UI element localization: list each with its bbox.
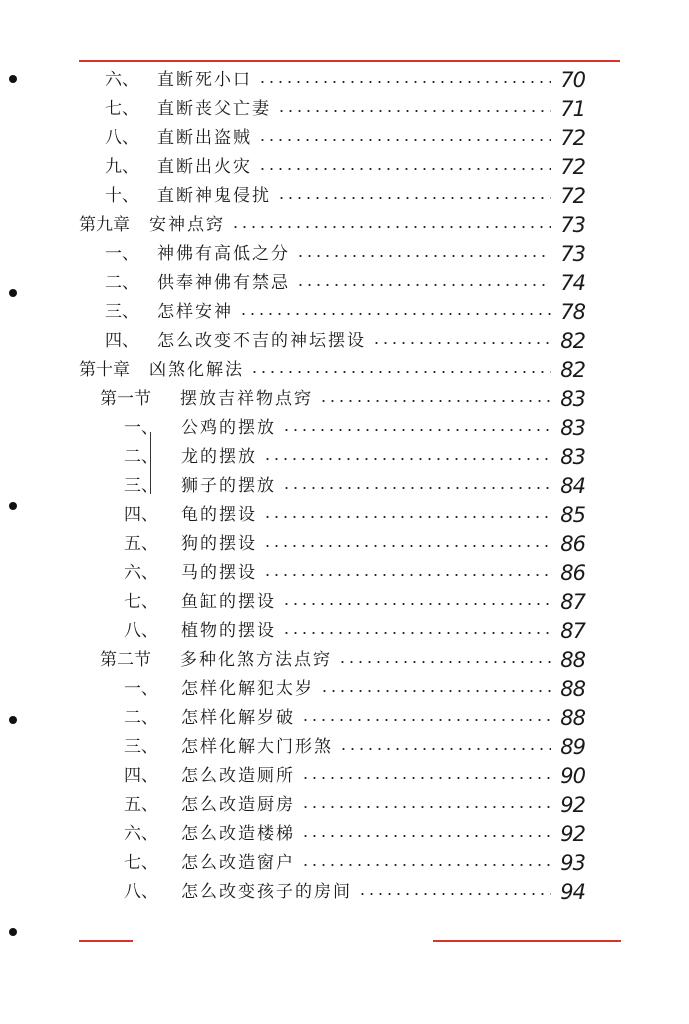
- toc-entry[interactable]: [124, 792, 585, 818]
- dot-leader: [263, 458, 551, 460]
- dot-leader: [263, 545, 551, 547]
- toc-number: 二、: [105, 273, 139, 293]
- toc-number: 三、: [124, 476, 158, 496]
- toc-entry[interactable]: [124, 531, 585, 557]
- toc-title: 狗的摆设: [181, 534, 257, 554]
- punch-hole: [9, 75, 17, 83]
- toc-number: 第一节: [100, 389, 151, 409]
- toc-number: 四、: [105, 331, 139, 351]
- toc-number: 六、: [105, 70, 139, 90]
- toc-entry[interactable]: [124, 705, 585, 731]
- toc-entry[interactable]: [105, 154, 585, 180]
- toc-page-number: 94: [560, 880, 585, 904]
- toc-number: 七、: [124, 592, 158, 612]
- toc-entry[interactable]: [124, 560, 585, 586]
- toc-page-number: 73: [560, 242, 585, 266]
- dot-leader: [277, 110, 551, 112]
- toc-title: 鱼缸的摆设: [181, 592, 276, 612]
- toc-entry[interactable]: [124, 589, 585, 615]
- toc-entry[interactable]: [105, 241, 585, 267]
- toc-entry[interactable]: [124, 850, 585, 876]
- toc-title: 龙的摆放: [181, 447, 257, 467]
- toc-page-number: 82: [560, 329, 585, 353]
- dot-leader: [258, 139, 551, 141]
- toc-title: 怎样安神: [157, 302, 233, 322]
- punch-hole: [9, 502, 17, 510]
- toc-page-number: 92: [560, 822, 585, 846]
- toc-title: 安神点窍: [149, 215, 225, 235]
- toc-number: 七、: [124, 853, 158, 873]
- toc-title: 摆放吉祥物点窍: [180, 389, 313, 409]
- toc-title: 龟的摆设: [181, 505, 257, 525]
- dot-leader: [320, 690, 551, 692]
- toc-page-number: 74: [560, 271, 585, 295]
- toc-number: 四、: [124, 505, 158, 525]
- dot-leader: [358, 893, 551, 895]
- toc-number: 一、: [124, 418, 158, 438]
- toc-title: 马的摆设: [181, 563, 257, 583]
- toc-title: 怎么改造窗户: [181, 853, 295, 873]
- toc-page-number: 72: [560, 155, 585, 179]
- dot-leader: [263, 516, 551, 518]
- toc-title: 怎么改造厕所: [181, 766, 295, 786]
- toc-number: 十、: [105, 186, 139, 206]
- toc-number: 五、: [124, 795, 158, 815]
- toc-title: 植物的摆设: [181, 621, 276, 641]
- toc-number: 第二节: [100, 650, 151, 670]
- toc-page-number: 90: [560, 764, 585, 788]
- toc-title: 多种化煞方法点窍: [180, 650, 332, 670]
- toc-entry[interactable]: [105, 270, 585, 296]
- dot-leader: [301, 835, 551, 837]
- toc-title: 直断死小口: [157, 70, 252, 90]
- dot-leader: [319, 400, 551, 402]
- dot-leader: [282, 487, 551, 489]
- toc-number: 二、: [124, 447, 158, 467]
- toc-page-number: 93: [560, 851, 585, 875]
- toc-number: 八、: [124, 621, 158, 641]
- dot-leader: [263, 574, 551, 576]
- toc-title: 怎么改造楼梯: [181, 824, 295, 844]
- toc-entry[interactable]: [105, 67, 585, 93]
- toc-number: 第十章: [79, 360, 130, 380]
- toc-section[interactable]: [100, 386, 585, 412]
- toc-title: 怎么改变孩子的房间: [181, 882, 352, 902]
- toc-entry[interactable]: [124, 676, 585, 702]
- toc-title: 怎样化解大门形煞: [181, 737, 333, 757]
- toc-entry[interactable]: [105, 328, 585, 354]
- toc-title: 怎样化解岁破: [181, 708, 295, 728]
- toc-number: 二、: [124, 708, 158, 728]
- dot-leader: [250, 371, 551, 373]
- toc-entry[interactable]: [124, 763, 585, 789]
- toc-entry[interactable]: [105, 299, 585, 325]
- toc-chapter[interactable]: [79, 212, 585, 238]
- dot-leader: [301, 864, 551, 866]
- toc-page-number: 92: [560, 793, 585, 817]
- toc-entry[interactable]: [124, 821, 585, 847]
- toc-title: 直断神鬼侵扰: [157, 186, 271, 206]
- dot-leader: [231, 226, 551, 228]
- toc-page-number: 88: [560, 706, 585, 730]
- toc-title: 凶煞化解法: [149, 360, 244, 380]
- toc-title: 狮子的摆放: [181, 476, 276, 496]
- toc-page-number: 84: [560, 474, 585, 498]
- dot-leader: [296, 255, 551, 257]
- toc-title: 怎样化解犯太岁: [181, 679, 314, 699]
- toc-page-number: 72: [560, 126, 585, 150]
- toc-title: 直断出火灾: [157, 157, 252, 177]
- dot-leader: [301, 777, 551, 779]
- toc-number: 第九章: [79, 215, 130, 235]
- toc-page-number: 85: [560, 503, 585, 527]
- toc-entry[interactable]: [124, 444, 585, 470]
- toc-page-number: 87: [560, 619, 585, 643]
- dot-leader: [282, 429, 551, 431]
- punch-hole: [9, 928, 17, 936]
- punch-hole: [9, 716, 17, 724]
- toc-page-number: 87: [560, 590, 585, 614]
- dot-leader: [282, 603, 551, 605]
- footer-rule-right: [433, 940, 621, 942]
- dot-leader: [282, 632, 551, 634]
- toc-title: 直断丧父亡妻: [157, 99, 271, 119]
- toc-number: 六、: [124, 824, 158, 844]
- toc-number: 七、: [105, 99, 139, 119]
- dot-leader: [296, 284, 551, 286]
- dot-leader: [277, 197, 551, 199]
- toc-entry[interactable]: [124, 879, 585, 905]
- toc-number: 九、: [105, 157, 139, 177]
- toc-number: 一、: [124, 679, 158, 699]
- toc-section[interactable]: [100, 647, 585, 673]
- toc-page-number: 70: [560, 68, 585, 92]
- toc-entry[interactable]: [124, 734, 585, 760]
- toc-number: 六、: [124, 563, 158, 583]
- toc-number: 三、: [124, 737, 158, 757]
- toc-title: 神佛有高低之分: [157, 244, 290, 264]
- header-rule: [79, 60, 620, 62]
- toc-page-number: 86: [560, 532, 585, 556]
- toc-number: 四、: [124, 766, 158, 786]
- dot-leader: [301, 806, 551, 808]
- dot-leader: [338, 661, 551, 663]
- toc-page-number: 82: [560, 358, 585, 382]
- footer-rule-left: [79, 940, 133, 942]
- toc-entry[interactable]: [124, 502, 585, 528]
- toc-page-number: 86: [560, 561, 585, 585]
- toc-title: 怎么改造厨房: [181, 795, 295, 815]
- toc-page-number: 89: [560, 735, 585, 759]
- punch-hole: [9, 289, 17, 297]
- toc-number: 八、: [105, 128, 139, 148]
- toc-entry[interactable]: [124, 415, 585, 441]
- toc-number: 一、: [105, 244, 139, 264]
- toc-title: 直断出盗贼: [157, 128, 252, 148]
- dot-leader: [372, 342, 551, 344]
- toc-page-number: 72: [560, 184, 585, 208]
- toc-page-number: 83: [560, 445, 585, 469]
- toc-page-number: 73: [560, 213, 585, 237]
- toc-page-number: 83: [560, 387, 585, 411]
- dot-leader: [258, 81, 551, 83]
- toc-page-number: 78: [560, 300, 585, 324]
- toc-entry[interactable]: [124, 618, 585, 644]
- toc-number: 三、: [105, 302, 139, 322]
- toc-title: 怎么改变不吉的神坛摆设: [157, 331, 366, 351]
- toc-page-number: 71: [560, 97, 585, 121]
- toc-page-number: 83: [560, 416, 585, 440]
- dot-leader: [301, 719, 551, 721]
- toc-title: 公鸡的摆放: [181, 418, 276, 438]
- toc-entry[interactable]: [105, 96, 585, 122]
- dot-leader: [258, 168, 551, 170]
- toc-number: 八、: [124, 882, 158, 902]
- toc-title: 供奉神佛有禁忌: [157, 273, 290, 293]
- toc-chapter[interactable]: [79, 357, 585, 383]
- dot-leader: [239, 313, 551, 315]
- toc-entry[interactable]: [105, 125, 585, 151]
- toc-entry[interactable]: [105, 183, 585, 209]
- toc-number: 五、: [124, 534, 158, 554]
- toc-page-number: 88: [560, 677, 585, 701]
- dot-leader: [339, 748, 551, 750]
- toc-entry[interactable]: [124, 473, 585, 499]
- toc-page-number: 88: [560, 648, 585, 672]
